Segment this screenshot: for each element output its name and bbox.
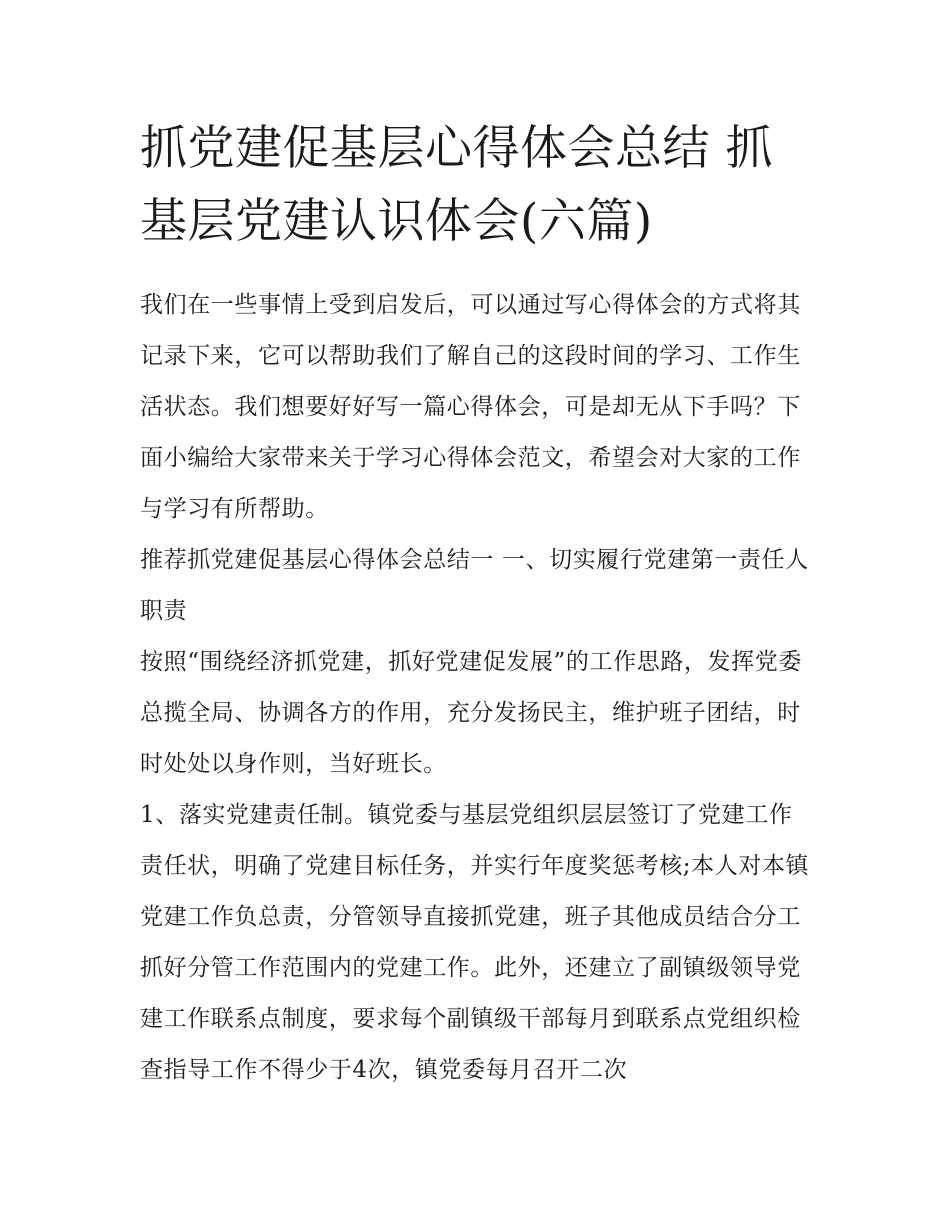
document-title: 抓党建促基层心得体会总结 抓基层党建认识体会(六篇): [140, 121, 773, 249]
body-paragraph: 1、落实党建责任制。镇党委与基层党组织层层签订了党建工作责任状，明确了党建目标任务，并实行年度奖惩考核;本人对本镇党建工作负总责，分管领导直接抓党建，班子其他成员结合分工抓好分管工作范围内的党建工作。此外，还建立了副镇级领导党建工作联系点制度，要求每个副镇级干部每月到联系点党组织检查指导工作不得少于4次，镇党委每月召开二次: [140, 802, 810, 1083]
intro-paragraph: 我们在一些事情上受到启发后，可以通过写心得体会的方式将其记录下来，它可以帮助我们了解自己的这段时间的学习、工作生活状态。我们想要好好写一篇心得体会，可是却无从下手吗？下面小编给大家带来关于学习心得体会范文，希望会对大家的工作与学习有所帮助。: [140, 292, 801, 522]
body-paragraph: 按照“围绕经济抓党建，抓好党建促发展”的工作思路，发挥党委总揽全局、协调各方的作用，充分发扬民主，维护班子团结，时时处处以身作则，当好班长。: [140, 649, 802, 777]
document-page: [140, 112, 815, 1096]
section-heading: 推荐抓党建促基层心得体会总结一 一、切实履行党建第一责任人职责: [140, 547, 809, 624]
